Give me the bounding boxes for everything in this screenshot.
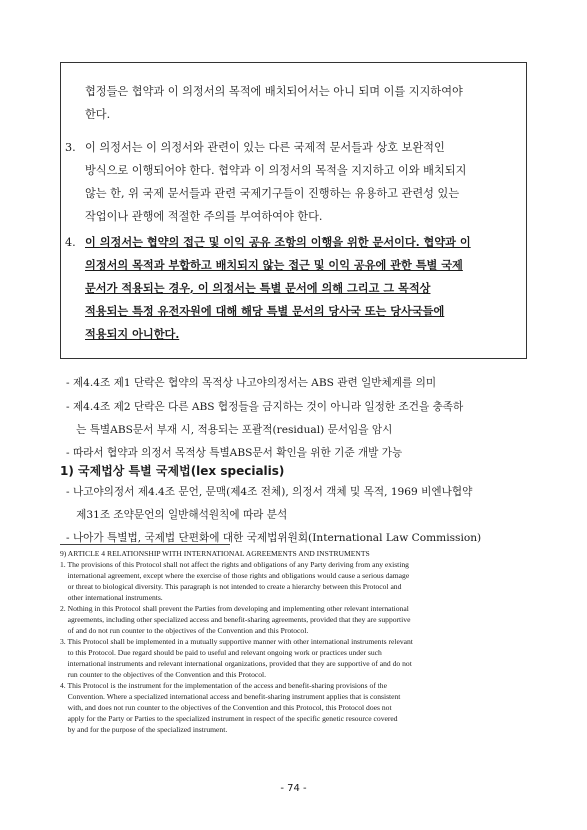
item-3-line-3: 않는 한, 위 국제 문서들과 관련 국제기구들이 진행하는 유용하고 관련성 있는: [85, 187, 460, 200]
footnote-line: 1. The provisions of this Protocol shall not affect the rights and obligations of any Party deriving from any existing: [60, 560, 409, 569]
footnote-line: agreements, including other specialized access and benefit-sharing agreements, provided that they are supportive: [60, 615, 411, 624]
item-4-line-1: 이 의정서는 협약의 접근 및 이익 공유 조항의 이행을 위한 문서이다. 협약과 이: [85, 235, 471, 249]
footnote-line: of and do not run counter to the objectives of the Convention and this Protocol.: [60, 626, 309, 635]
section-heading: 1) 국제법상 특별 국제법(lex specialis): [60, 464, 285, 478]
item-3-line-2: 방식으로 이행되어야 한다. 협약과 이 의정서의 목적을 지지하고 이와 배치되지: [85, 164, 467, 177]
section-bullet-line-1: - 나고야의정서 제4.4조 문언, 문맥(제4조 전체), 의정서 객체 및 목적, 1969 비엔나협약: [66, 486, 473, 498]
item-3-number: 3.: [65, 141, 76, 154]
footnote-heading: 9) ARTICLE 4 RELATIONSHIP WITH INTERNATIONAL AGREEMENTS AND INSTRUMENTS: [60, 549, 370, 558]
footnote-line: other international instruments.: [60, 593, 163, 602]
item-4-line-4: 적용되는 특정 유전자원에 대해 해당 특별 문서의 당사국 또는 당사국들에: [85, 304, 445, 318]
footnote-line: with, and does not run counter to the objectives of the Convention and this Protocol, this Protocol does not: [60, 703, 392, 712]
footnote-line: 3. This Protocol shall be implemented in a mutually supportive manner with other international instruments relevant: [60, 637, 413, 646]
item-4-line-2: 의정서의 목적과 부합하고 배치되지 않는 접근 및 이익 공유에 관한 특별 국제: [85, 258, 463, 272]
footnote-line: run counter to the objectives of the Convention and this Protocol.: [60, 670, 267, 679]
footnote-separator: [60, 544, 230, 545]
footnote-line: 4. This Protocol is the instrument for the implementation of the access and benefit-sharing provisions of the: [60, 681, 387, 690]
continuation-line-1: 협정들은 협약과 이 의정서의 목적에 배치되어서는 아니 되며 이를 지지하여야: [85, 85, 463, 98]
footnote-line: or threat to biological diversity. This paragraph is not intended to create a hierarchy between this Protocol and: [60, 582, 402, 591]
item-3-line-4: 작업이나 관행에 적절한 주의를 부여하여야 한다.: [85, 210, 323, 223]
item-4-line-3: 문서가 적용되는 경우, 이 의정서는 특별 문서에 의해 그리고 그 목적상: [85, 281, 431, 295]
footnote-line: Convention. Where a specialized international access and benefit-sharing instrument applies that is consistent: [60, 692, 401, 701]
footnote-line: apply for the Party or Parties to the specialized instrument in respect of the specific genetic resource covered: [60, 714, 398, 723]
bullet-line-2: - 제4.4조 제2 단락은 다른 ABS 협정들을 금지하는 것이 아니라 일정한 조건을 충족하: [66, 401, 464, 413]
footnote-line: by and for the purpose of the specialized instrument.: [60, 725, 228, 734]
item-3-line-1: 이 의정서는 이 의정서와 관련이 있는 다른 국제적 문서들과 상호 보완적인: [85, 141, 445, 154]
section-bullet-line-3: - 나아가 특별법, 국제법 단편화에 대한 국제법위원회(International Law Commission): [66, 532, 482, 544]
footnote-line: international instruments and relevant international organizations, provided that they are supportive of and do not: [60, 659, 412, 668]
section-bullet-line-2: 제31조 조약문언의 일반해석원칙에 따라 분석: [66, 509, 288, 521]
item-4-line-5: 적용되지 아니한다.: [85, 327, 180, 341]
continuation-line-2: 한다.: [85, 108, 111, 121]
bullet-line-4: - 따라서 협약과 의정서 목적상 특별ABS문서 확인을 위한 기준 개발 가능: [66, 447, 403, 459]
footnote-line: to this Protocol. Due regard should be paid to useful and relevant ongoing work or practices under such: [60, 648, 382, 657]
footnote-line: 2. Nothing in this Protocol shall prevent the Parties from developing and implementing other relevant international: [60, 604, 409, 613]
page-number: - 74 -: [280, 783, 307, 794]
item-4-number: 4.: [65, 236, 76, 249]
footnote-line: international agreement, except where the exercise of those rights and obligations would cause a serious damage: [60, 571, 410, 580]
bullet-line-1: - 제4.4조 제1 단락은 협약의 목적상 나고야의정서는 ABS 관련 일반체계를 의미: [66, 377, 437, 389]
bullet-line-3: 는 특별ABS문서 부재 시, 적용되는 포괄적(residual) 문서임을 암시: [66, 424, 393, 436]
